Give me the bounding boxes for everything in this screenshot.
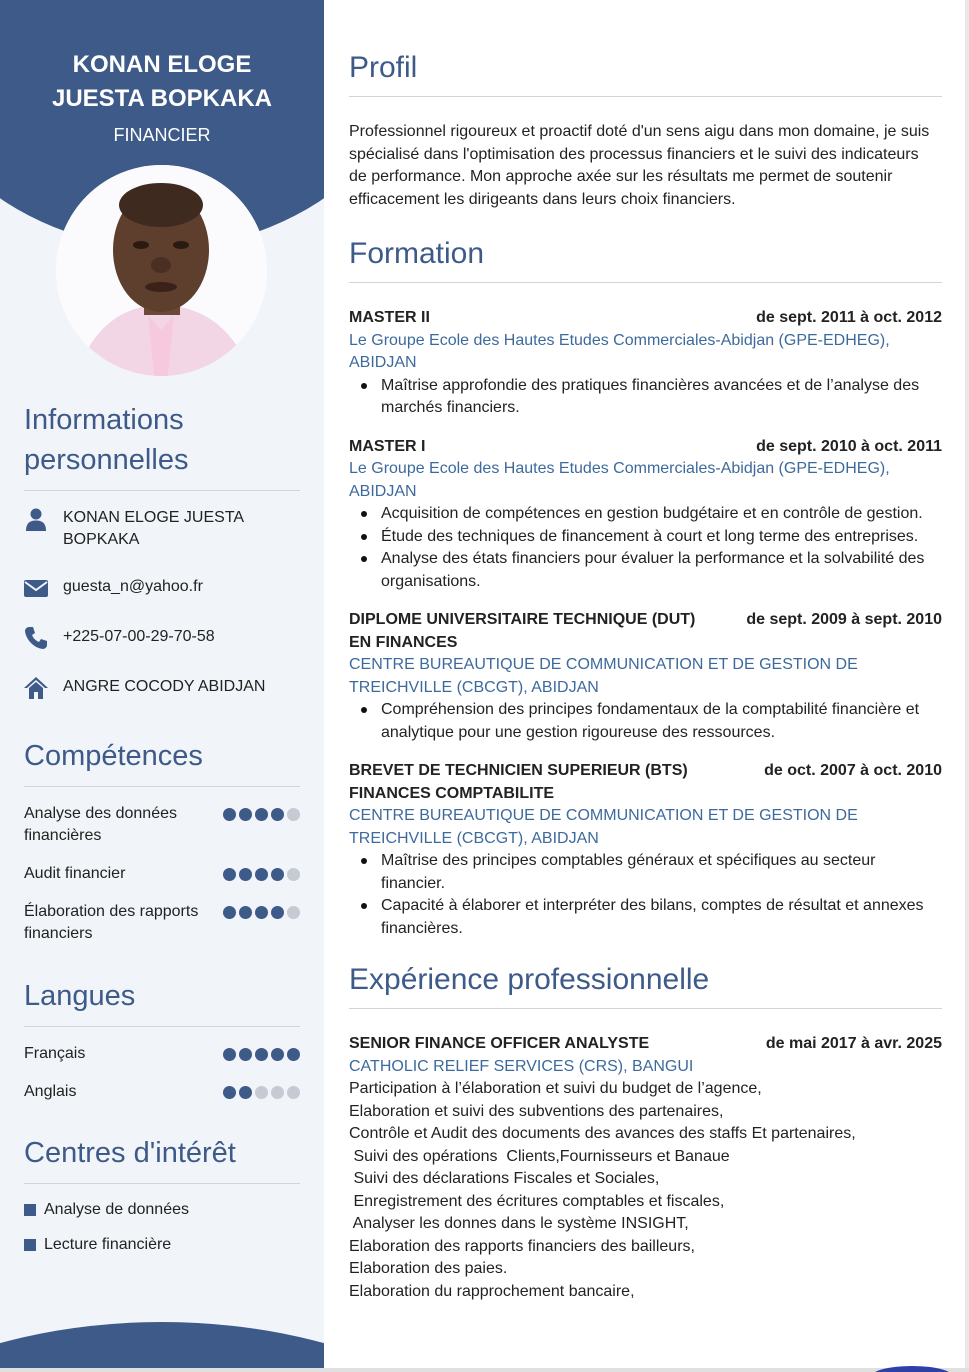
school-line2: ABIDJAN (349, 354, 417, 371)
profile-line: efficacement les dirigeants dans leurs choix financiers. (349, 190, 736, 208)
skill-label-line1: Élaboration des rapports (24, 903, 199, 920)
education-entry (349, 307, 942, 420)
bullet-item (349, 375, 942, 420)
interest-item (24, 1236, 300, 1254)
degree-title (349, 307, 430, 330)
rating-dot-filled (239, 1048, 252, 1061)
bullet-line2: organisations. (381, 572, 481, 590)
profile-line: de performance. Mon approche axée sur les résultats me permet de soutenir (349, 168, 893, 185)
personal-info-title-line1: Informations (24, 404, 184, 436)
bullet-item (349, 526, 942, 549)
sidebar-footer-arc (0, 1322, 324, 1368)
info-name (63, 507, 244, 551)
rating-dot-empty (287, 808, 300, 821)
experience-line: Elaboration des rapports financiers des bailleurs, (349, 1237, 695, 1255)
skills-title: Compétences (24, 736, 300, 787)
experience-list (349, 1033, 942, 1303)
rating-dot-filled (223, 808, 236, 821)
skill-label (24, 803, 214, 847)
experience-line: Participation à l’élaboration et suivi du budget de l’agence, (349, 1080, 762, 1097)
experience-line: Suivi des opérations Clients,Fournisseurs et Banaue (349, 1147, 730, 1165)
bullet-item (349, 699, 942, 744)
education-list (349, 307, 942, 940)
info-name-row (24, 507, 300, 551)
rating-dot-filled (223, 1086, 236, 1099)
education-entry (349, 760, 942, 940)
education-entry-header (349, 609, 942, 654)
bullet-line2: marchés financiers. (381, 399, 520, 416)
rating-dot-filled (255, 1048, 268, 1061)
interests-section (24, 1133, 300, 1254)
bullet-line1: Capacité à élaborer et interpréter des bilans, comptes de résultat et annexes (381, 897, 924, 914)
skill-label-line1: Audit financier (24, 865, 126, 882)
experience-section (349, 962, 942, 1303)
languages-list (24, 1043, 300, 1103)
rating-dot-filled (271, 1048, 284, 1061)
rating-dots (223, 808, 300, 821)
experience-entry (349, 1033, 942, 1303)
skill-label-line1: Analyse des données (24, 805, 177, 822)
info-phone[interactable]: +225-07-00-29-70-58 (63, 628, 215, 645)
interest-label: Lecture financière (44, 1236, 172, 1253)
rating-dot-filled (239, 868, 252, 881)
skill-row (24, 863, 300, 885)
interest-label: Analyse de données (44, 1201, 189, 1218)
education-entry-header (349, 436, 942, 459)
rating-dot-filled (239, 1086, 252, 1099)
bullet-line1: Maîtrise approfondie des pratiques financières avancées et de l’analyse des (381, 376, 920, 394)
rating-dot-filled (255, 906, 268, 919)
bullet-line1: Étude des techniques de financement à court et long terme des entreprises. (381, 527, 919, 545)
info-email[interactable]: guesta_n@yahoo.fr (63, 578, 203, 595)
language-row (24, 1081, 300, 1103)
info-name-line2: BOPKAKA (63, 531, 140, 548)
bullet-line1: Maîtrise des principes comptables généraux et spécifiques au secteur (381, 852, 876, 869)
bullet-line2: financières. (381, 919, 463, 937)
languages-section (24, 976, 300, 1103)
rating-dot-filled (271, 906, 284, 919)
bullet-line2: financier. (381, 874, 446, 892)
profile-section (349, 50, 942, 211)
languages-title: Langues (24, 976, 300, 1027)
language-row (24, 1043, 300, 1065)
rating-dot-filled (239, 906, 252, 919)
rating-dot-filled (271, 808, 284, 821)
school-name (349, 654, 942, 699)
rating-dots (223, 1048, 300, 1061)
skill-label (24, 901, 214, 945)
bullet-line1: Analyse des états financiers pour évaluer la performance et la solvabilité des (381, 550, 925, 567)
info-email-row (24, 576, 300, 600)
experience-line: Contrôle et Audit des documents des avances des staffs Et partenaires, (349, 1125, 856, 1142)
rating-dots (223, 1086, 300, 1099)
rating-dot-filled (223, 1048, 236, 1061)
bullet-line2: analytique pour une gestion rigoureuse des ressources. (381, 723, 776, 741)
education-dates: de oct. 2007 à oct. 2010 (764, 762, 942, 779)
rating-dots (223, 868, 300, 881)
school-line1: CENTRE BUREAUTIQUE DE COMMUNICATION ET DE GESTION DE (349, 656, 858, 673)
bullet-item (349, 895, 942, 940)
education-entry (349, 436, 942, 594)
company-name: CATHOLIC RELIEF SERVICES (CRS), BANGUI (349, 1057, 694, 1075)
candidate-name (0, 48, 324, 116)
rating-dot-empty (287, 868, 300, 881)
experience-entry-header (349, 1033, 942, 1056)
info-address-row (24, 676, 300, 700)
education-bullets (349, 375, 942, 420)
bullet-line1: Acquisition de compétences en gestion budgétaire et en contrôle de gestion. (381, 505, 923, 522)
profile-title: Profil (349, 50, 942, 97)
rating-dot-filled (223, 906, 236, 919)
bullet-item (349, 503, 942, 526)
rating-dots (223, 906, 300, 919)
education-dates: de sept. 2009 à sept. 2010 (746, 611, 942, 628)
education-entry-header (349, 760, 942, 805)
experience-title: Expérience professionnelle (349, 962, 942, 1009)
interest-item (24, 1201, 300, 1219)
degree-line2: EN FINANCES (349, 633, 458, 651)
school-line1: Le Groupe Ecole des Hautes Etudes Commerciales-Abidjan (GPE-EDHEG), (349, 331, 890, 349)
page-edge-bottom (0, 1368, 969, 1372)
skill-row (24, 803, 300, 847)
rating-dot-filled (271, 868, 284, 881)
education-bullets (349, 503, 942, 593)
rating-dot-empty (271, 1086, 284, 1099)
interests-title: Centres d'intérêt (24, 1133, 300, 1184)
job-title: FINANCIER (113, 125, 211, 145)
bullet-line1: Compréhension des principes fondamentaux de la comptabilité financière et (381, 701, 920, 718)
square-bullet-icon (24, 1204, 36, 1216)
profile-line: Professionnel rigoureux et proactif doté d'un sens aigu dans mon domaine, je suis (349, 123, 930, 140)
school-name (349, 330, 942, 375)
experience-line: Elaboration des paies. (349, 1260, 508, 1277)
rating-dot-filled (255, 808, 268, 821)
square-bullet-icon (24, 1239, 36, 1251)
info-name-line1: KONAN ELOGE JUESTA (63, 509, 245, 526)
rating-dot-filled (255, 868, 268, 881)
school-line2: TREICHVILLE (CBCGT), ABIDJAN (349, 678, 599, 696)
interests-list (24, 1201, 300, 1254)
skill-label-line2: financiers (24, 925, 93, 942)
education-dates: de sept. 2010 à oct. 2011 (756, 437, 942, 455)
candidate-name-line2: JUESTA BOPKAKA (51, 85, 273, 112)
rating-dot-filled (287, 1048, 300, 1061)
school-line2: TREICHVILLE (CBCGT), ABIDJAN (349, 829, 599, 847)
degree-line1: MASTER I (349, 437, 426, 455)
experience-line: Elaboration du rapprochement bancaire, (349, 1282, 635, 1300)
education-entry (349, 609, 942, 744)
degree-title (349, 609, 695, 654)
experience-line: Analyser les donnes dans le système INSIGHT, (349, 1215, 689, 1232)
degree-line1: BREVET DE TECHNICIEN SUPERIEUR (BTS) (349, 762, 688, 779)
education-title: Formation (349, 236, 942, 283)
rating-dot-filled (223, 868, 236, 881)
skills-list (24, 803, 300, 945)
profile-line: spécialisé dans l'optimisation des processus financiers et le suivi des indicateurs (349, 145, 919, 163)
phone-icon (24, 626, 48, 650)
rating-dot-empty (255, 1086, 268, 1099)
position-title: SENIOR FINANCE OFFICER ANALYSTE (349, 1035, 650, 1052)
profile-text (349, 121, 942, 211)
skill-label-line2: financières (24, 827, 102, 844)
education-bullets (349, 850, 942, 940)
skill-label (24, 863, 214, 885)
bullet-item (349, 850, 942, 895)
rating-dot-empty (287, 906, 300, 919)
language-label: Français (24, 1045, 86, 1062)
language-label: Anglais (24, 1083, 77, 1100)
experience-line: Suivi des déclarations Fiscales et Sociales, (349, 1170, 660, 1187)
personal-info-section (24, 400, 300, 700)
degree-line2: FINANCES COMPTABILITE (349, 784, 555, 802)
corner-badge (872, 1366, 952, 1372)
rating-dot-filled (239, 808, 252, 821)
degree-title (349, 760, 688, 805)
personal-info-title-line2: personnelles (24, 444, 189, 476)
degree-line1: MASTER II (349, 309, 430, 326)
education-bullets (349, 699, 942, 744)
degree-title (349, 436, 425, 459)
school-line2: ABIDJAN (349, 482, 417, 500)
envelope-icon (24, 576, 48, 600)
school-name (349, 805, 942, 850)
school-name (349, 458, 942, 503)
sidebar (0, 0, 324, 1368)
skill-row (24, 901, 300, 945)
rating-dot-empty (287, 1086, 300, 1099)
education-entry-header (349, 307, 942, 330)
bullet-item (349, 548, 942, 593)
experience-line: Elaboration et suivi des subventions des partenaires, (349, 1102, 724, 1120)
info-phone-row (24, 626, 300, 650)
school-line1: Le Groupe Ecole des Hautes Etudes Commerciales-Abidjan (GPE-EDHEG), (349, 460, 890, 477)
experience-dates: de mai 2017 à avr. 2025 (765, 1035, 942, 1052)
info-address: ANGRE COCODY ABIDJAN (63, 678, 266, 695)
degree-line1: DIPLOME UNIVERSITAIRE TECHNIQUE (DUT) (349, 611, 696, 628)
candidate-name-line1: KONAN ELOGE (72, 51, 252, 78)
education-dates: de sept. 2011 à oct. 2012 (756, 309, 942, 326)
skills-section (24, 736, 300, 945)
personal-info-title (24, 400, 300, 491)
profile-photo (56, 165, 267, 376)
page-edge-right (965, 0, 969, 1372)
user-icon (24, 507, 48, 531)
education-section (349, 236, 942, 940)
experience-line: Enregistrement des écritures comptables et fiscales, (349, 1192, 725, 1210)
school-line1: CENTRE BUREAUTIQUE DE COMMUNICATION ET DE GESTION DE (349, 807, 858, 824)
home-icon (24, 676, 48, 700)
